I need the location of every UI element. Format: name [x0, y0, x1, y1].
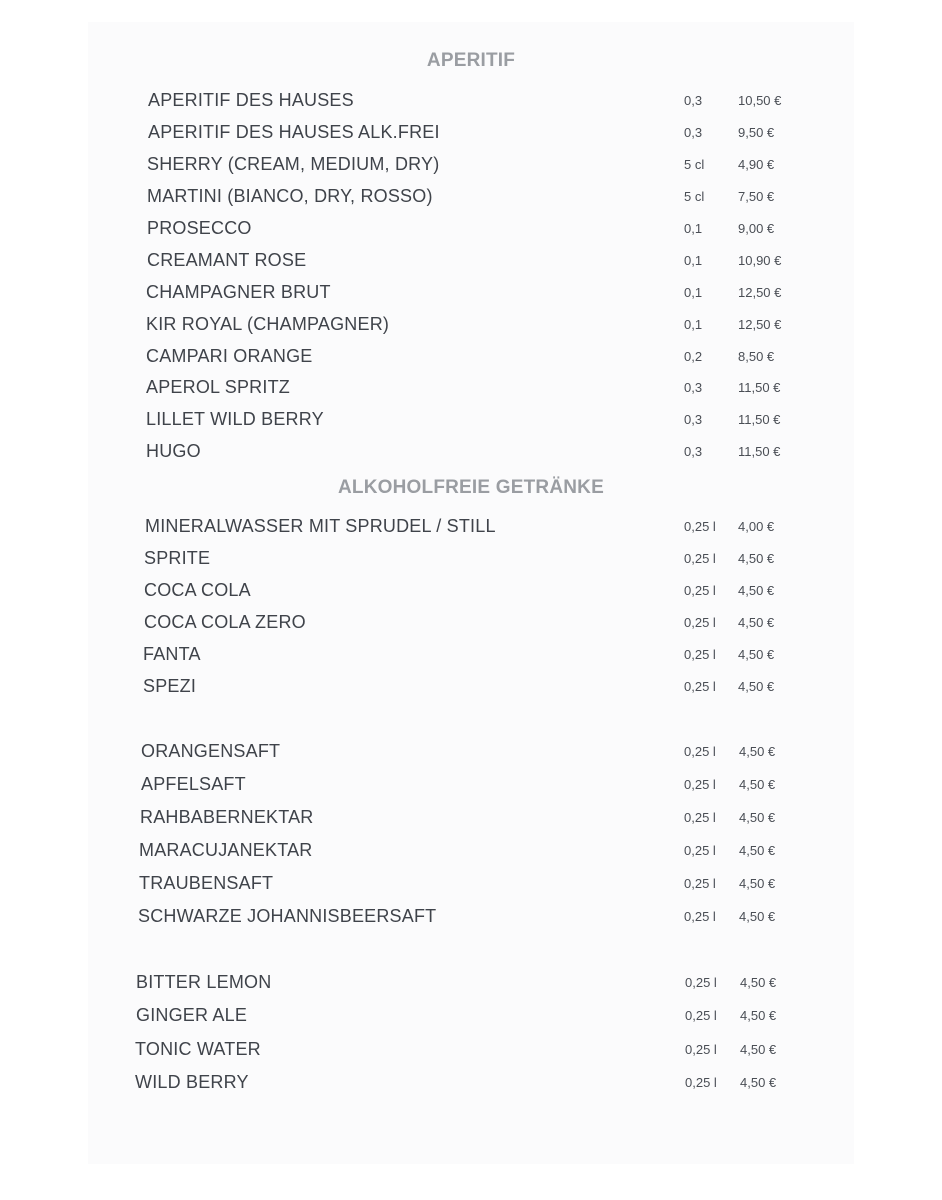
item-size: 0,3	[684, 412, 703, 427]
menu-item	[0, 1005, 942, 1035]
item-price: 4,50 €	[739, 777, 776, 792]
item-name: TONIC WATER	[135, 1039, 261, 1059]
item-price: 11,50 €	[738, 412, 781, 427]
item-size: 0,25 l	[685, 1042, 717, 1057]
menu-item	[0, 346, 942, 376]
item-name: PROSECCO	[147, 218, 252, 238]
item-price: 4,50 €	[740, 1008, 777, 1023]
item-name: SPRITE	[144, 548, 211, 568]
item-name: SPEZI	[143, 676, 197, 696]
item-price: 10,50 €	[738, 93, 782, 108]
item-price: 4,50 €	[739, 744, 776, 759]
menu-item	[0, 441, 942, 471]
item-price: 4,50 €	[738, 615, 775, 630]
section-heading-aperitif: APERITIF	[426, 50, 516, 71]
menu-item	[0, 154, 942, 184]
item-name: HUGO	[146, 441, 201, 461]
menu-item	[0, 741, 942, 771]
menu-item	[0, 218, 942, 248]
item-name: TRAUBENSAFT	[139, 873, 274, 893]
item-price: 11,50 €	[738, 380, 781, 395]
item-price: 4,50 €	[740, 1075, 777, 1090]
item-price: 7,50 €	[738, 189, 775, 204]
item-price: 10,90 €	[738, 253, 782, 268]
item-size: 0,25 l	[684, 615, 716, 630]
item-name: MARTINI (BIANCO, DRY, ROSSO)	[147, 186, 433, 206]
item-price: 4,50 €	[738, 551, 775, 566]
item-size: 0,1	[684, 285, 703, 300]
section-heading-alkoholfreie-getraenke: ALKOHOLFREIE GETRÄNKE	[338, 477, 604, 498]
item-price: 4,50 €	[738, 647, 775, 662]
item-name: APFELSAFT	[141, 774, 246, 794]
item-price: 4,50 €	[740, 1042, 777, 1057]
item-size: 0,1	[684, 221, 703, 236]
item-price: 4,50 €	[739, 843, 776, 858]
item-price: 4,50 €	[739, 876, 776, 891]
item-name: ORANGENSAFT	[141, 741, 281, 761]
item-size: 0,1	[684, 317, 703, 332]
menu-item	[0, 676, 942, 706]
item-price: 9,50 €	[738, 125, 775, 140]
item-name: WILD BERRY	[135, 1072, 249, 1092]
item-size: 0,3	[684, 125, 703, 140]
item-name: APEROL SPRITZ	[146, 377, 290, 397]
item-name: LILLET WILD BERRY	[146, 409, 324, 429]
item-name: MINERALWASSER MIT SPRUDEL / STILL	[145, 516, 496, 536]
item-size: 0,1	[684, 253, 703, 268]
item-size: 0,3	[684, 93, 703, 108]
item-name: APERITIF DES HAUSES ALK.FREI	[148, 122, 440, 142]
menu-item	[0, 807, 942, 837]
item-size: 0,25 l	[684, 679, 716, 694]
menu-item	[0, 906, 942, 936]
menu-item	[0, 282, 942, 312]
item-price: 4,50 €	[739, 810, 776, 825]
menu-item	[0, 409, 942, 439]
menu-item	[0, 1039, 942, 1069]
item-name: KIR ROYAL (CHAMPAGNER)	[146, 314, 390, 334]
item-size: 0,25 l	[684, 843, 716, 858]
menu-item	[0, 972, 942, 1002]
item-price: 4,50 €	[739, 909, 776, 924]
item-size: 0,25 l	[684, 810, 716, 825]
menu-item	[0, 840, 942, 870]
item-size: 0,25 l	[684, 519, 716, 534]
item-name: RAHBABERNEKTAR	[140, 807, 314, 827]
item-size: 0,25 l	[684, 551, 716, 566]
menu-item	[0, 1072, 942, 1102]
item-price: 9,00 €	[738, 221, 775, 236]
menu-item	[0, 122, 942, 152]
item-size: 0,25 l	[684, 876, 716, 891]
item-name: MARACUJANEKTAR	[139, 840, 313, 860]
item-price: 4,90 €	[738, 157, 775, 172]
menu-item	[0, 612, 942, 642]
item-size: 0,2	[684, 349, 703, 364]
menu-item	[0, 377, 942, 407]
item-name: SCHWARZE JOHANNISBEERSAFT	[138, 906, 437, 926]
item-name: CREAMANT ROSE	[147, 250, 307, 270]
menu-item	[0, 873, 942, 903]
item-price: 4,50 €	[738, 583, 775, 598]
item-size: 0,25 l	[684, 777, 716, 792]
item-name: CAMPARI ORANGE	[146, 346, 313, 366]
item-price: 8,50 €	[738, 349, 775, 364]
menu-item	[0, 90, 942, 120]
item-name: COCA COLA ZERO	[144, 612, 306, 632]
item-size: 0,3	[684, 380, 703, 395]
item-size: 0,25 l	[684, 909, 716, 924]
item-size: 5 cl	[684, 157, 705, 172]
menu-item	[0, 186, 942, 216]
menu-item	[0, 314, 942, 344]
menu-item	[0, 548, 942, 578]
menu-item	[0, 250, 942, 280]
item-name: CHAMPAGNER BRUT	[146, 282, 331, 302]
item-name: APERITIF DES HAUSES	[148, 90, 354, 110]
item-size: 0,25 l	[684, 647, 716, 662]
item-size: 0,25 l	[685, 1008, 717, 1023]
item-price: 12,50 €	[738, 317, 782, 332]
item-price: 4,00 €	[738, 519, 775, 534]
menu-item	[0, 516, 942, 546]
item-price: 12,50 €	[738, 285, 782, 300]
item-name: SHERRY (CREAM, MEDIUM, DRY)	[147, 154, 440, 174]
menu-item	[0, 644, 942, 674]
item-size: 0,25 l	[685, 975, 717, 990]
item-price: 4,50 €	[738, 679, 775, 694]
item-size: 5 cl	[684, 189, 705, 204]
menu-item	[0, 774, 942, 804]
item-name: GINGER ALE	[136, 1005, 248, 1025]
item-name: FANTA	[143, 644, 201, 664]
item-size: 0,25 l	[684, 744, 716, 759]
item-price: 11,50 €	[738, 444, 781, 459]
menu-item	[0, 580, 942, 610]
item-size: 0,25 l	[685, 1075, 717, 1090]
item-size: 0,3	[684, 444, 703, 459]
item-name: BITTER LEMON	[136, 972, 272, 992]
item-size: 0,25 l	[684, 583, 716, 598]
item-name: COCA COLA	[144, 580, 251, 600]
item-price: 4,50 €	[740, 975, 777, 990]
